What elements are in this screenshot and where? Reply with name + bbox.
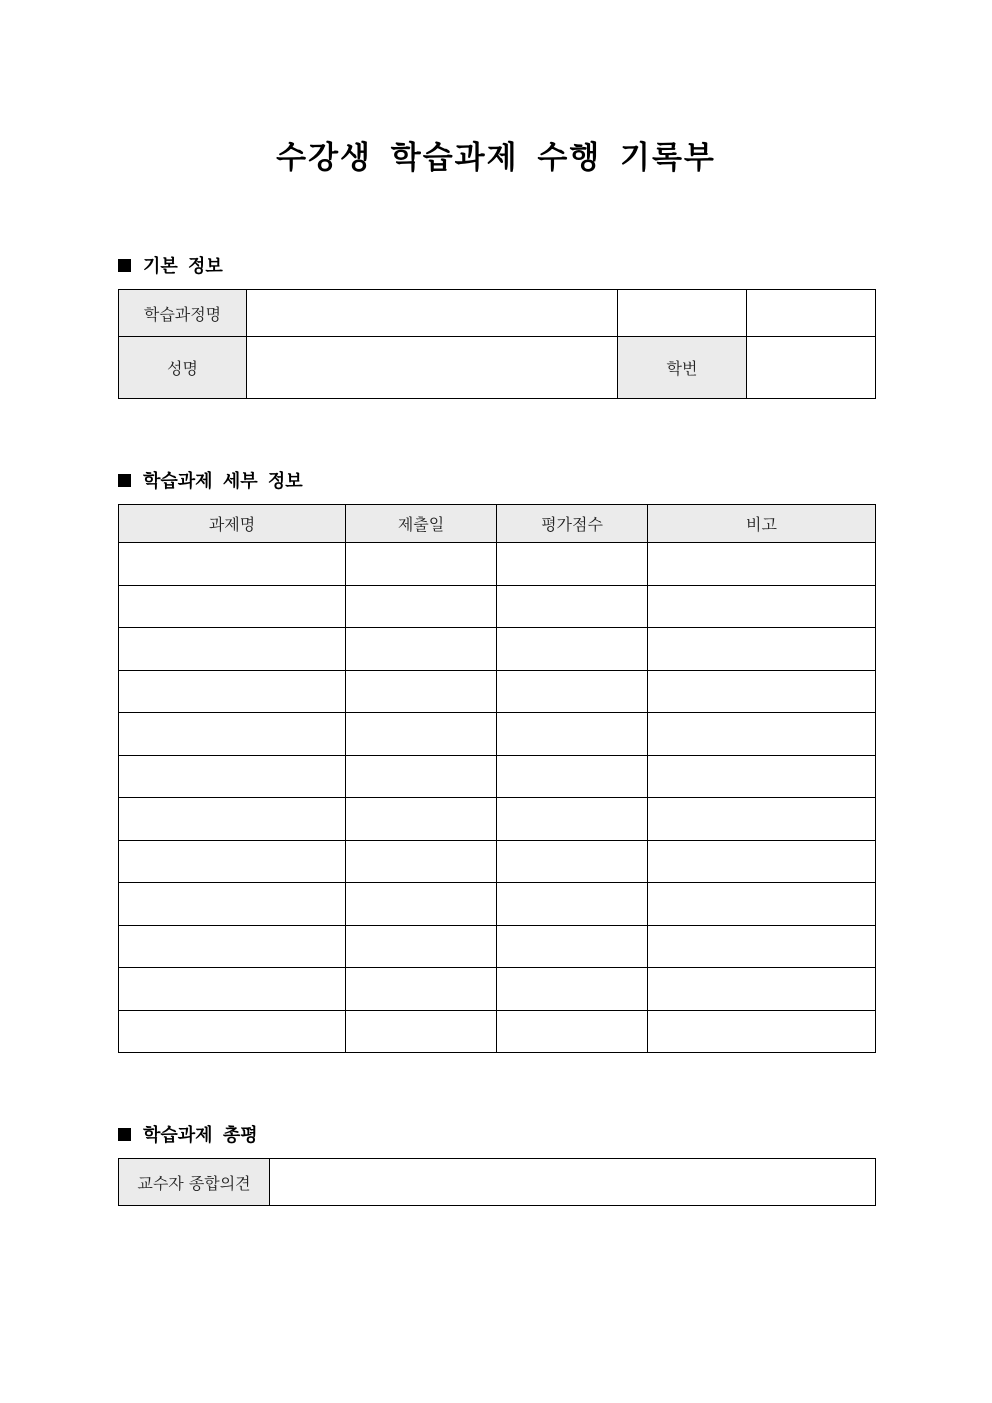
remarks-cell[interactable] (648, 670, 876, 713)
section-heading-detail (118, 468, 303, 492)
submit-date-cell[interactable] (346, 585, 497, 628)
column-header-assignment-name: 과제명 (119, 505, 346, 543)
section-heading-review (118, 1122, 258, 1146)
score-cell[interactable] (497, 1010, 648, 1053)
column-header-score: 평가점수 (497, 505, 648, 543)
submit-date-cell[interactable] (346, 670, 497, 713)
table-row (119, 798, 876, 841)
column-header-remarks: 비고 (648, 505, 876, 543)
student-number-label: 학번 (618, 337, 747, 399)
score-cell[interactable] (497, 968, 648, 1011)
remarks-cell[interactable] (648, 628, 876, 671)
table-row (119, 628, 876, 671)
assignment-name-cell[interactable] (119, 925, 346, 968)
course-name-field[interactable] (247, 290, 618, 337)
submit-date-cell[interactable] (346, 968, 497, 1011)
assignment-name-cell[interactable] (119, 628, 346, 671)
submit-date-cell[interactable] (346, 628, 497, 671)
assignment-name-cell[interactable] (119, 968, 346, 1011)
instructor-opinion-field[interactable] (270, 1159, 876, 1206)
assignment-name-cell[interactable] (119, 670, 346, 713)
assignment-name-cell[interactable] (119, 543, 346, 586)
score-cell[interactable] (497, 840, 648, 883)
column-header-submit-date: 제출일 (346, 505, 497, 543)
assignment-name-cell[interactable] (119, 713, 346, 756)
assignment-name-cell[interactable] (119, 755, 346, 798)
submit-date-cell[interactable] (346, 798, 497, 841)
section-heading-label: 학습과제 세부 정보 (143, 471, 303, 492)
table-row (119, 968, 876, 1011)
table-row (119, 670, 876, 713)
review-table (118, 1158, 876, 1206)
page-title: 수강생 학습과제 수행 기록부 (276, 140, 716, 176)
submit-date-cell[interactable] (346, 925, 497, 968)
remarks-cell[interactable] (648, 883, 876, 926)
score-cell[interactable] (497, 543, 648, 586)
remarks-cell[interactable] (648, 840, 876, 883)
table-row (119, 925, 876, 968)
table-row (119, 585, 876, 628)
remarks-cell[interactable] (648, 713, 876, 756)
assignment-name-cell[interactable] (119, 798, 346, 841)
submit-date-cell[interactable] (346, 883, 497, 926)
remarks-cell[interactable] (648, 925, 876, 968)
score-cell[interactable] (497, 798, 648, 841)
square-bullet-icon (118, 259, 131, 272)
blank-cell[interactable] (618, 290, 747, 337)
score-cell[interactable] (497, 925, 648, 968)
submit-date-cell[interactable] (346, 543, 497, 586)
score-cell[interactable] (497, 755, 648, 798)
square-bullet-icon (118, 474, 131, 487)
remarks-cell[interactable] (648, 798, 876, 841)
score-cell[interactable] (497, 713, 648, 756)
section-heading-label: 기본 정보 (143, 256, 223, 277)
instructor-opinion-label: 교수자 종합의견 (119, 1159, 270, 1206)
table-row (119, 840, 876, 883)
student-name-label: 성명 (119, 337, 247, 399)
remarks-cell[interactable] (648, 1010, 876, 1053)
submit-date-cell[interactable] (346, 713, 497, 756)
table-row (119, 1010, 876, 1053)
score-cell[interactable] (497, 883, 648, 926)
submit-date-cell[interactable] (346, 840, 497, 883)
remarks-cell[interactable] (648, 543, 876, 586)
assignment-detail-table (118, 504, 876, 1053)
assignment-name-cell[interactable] (119, 1010, 346, 1053)
table-row (119, 713, 876, 756)
score-cell[interactable] (497, 585, 648, 628)
score-cell[interactable] (497, 628, 648, 671)
section-heading-basic (118, 253, 223, 277)
table-row (119, 883, 876, 926)
table-row (119, 543, 876, 586)
score-cell[interactable] (497, 670, 648, 713)
submit-date-cell[interactable] (346, 1010, 497, 1053)
basic-info-table (118, 289, 876, 399)
blank-cell[interactable] (747, 290, 876, 337)
square-bullet-icon (118, 1128, 131, 1141)
section-heading-label: 학습과제 총평 (143, 1125, 258, 1146)
assignment-name-cell[interactable] (119, 840, 346, 883)
submit-date-cell[interactable] (346, 755, 497, 798)
student-number-field[interactable] (747, 337, 876, 399)
table-row (119, 755, 876, 798)
assignment-name-cell[interactable] (119, 883, 346, 926)
assignment-name-cell[interactable] (119, 585, 346, 628)
remarks-cell[interactable] (648, 585, 876, 628)
course-name-label: 학습과정명 (119, 290, 247, 337)
student-name-field[interactable] (247, 337, 618, 399)
remarks-cell[interactable] (648, 755, 876, 798)
remarks-cell[interactable] (648, 968, 876, 1011)
